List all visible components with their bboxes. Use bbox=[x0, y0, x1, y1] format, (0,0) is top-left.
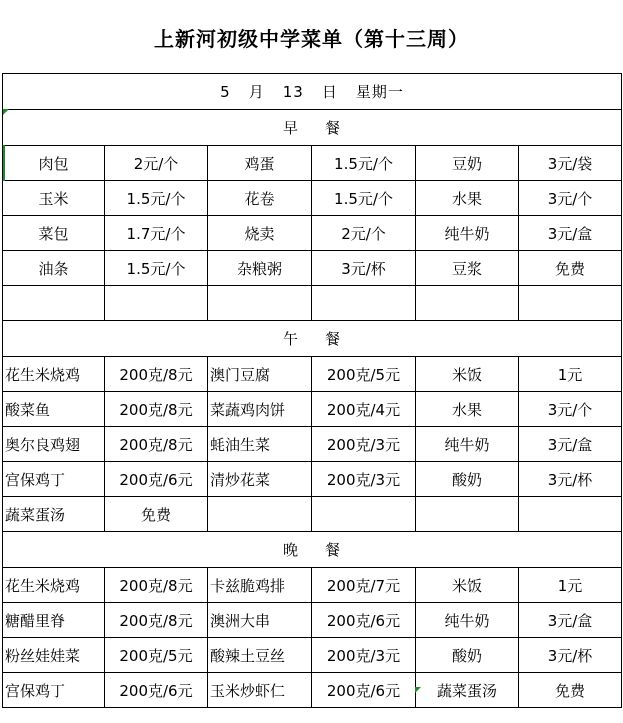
menu-cell: 200克/3元 bbox=[312, 427, 416, 462]
menu-cell: 粉丝娃娃菜 bbox=[3, 638, 105, 673]
menu-cell: 200克/8元 bbox=[105, 603, 208, 638]
table-row bbox=[3, 462, 622, 497]
dinner-section-title bbox=[3, 532, 622, 568]
lunch-section-title bbox=[3, 321, 622, 357]
menu-cell bbox=[416, 497, 519, 532]
menu-cell: 酸菜鱼 bbox=[3, 392, 105, 427]
date-day: 13 bbox=[282, 83, 304, 101]
table-row bbox=[3, 497, 622, 532]
menu-table bbox=[2, 73, 622, 708]
menu-cell: 奥尔良鸡翅 bbox=[3, 427, 105, 462]
breakfast-title-char: 早 bbox=[282, 119, 299, 137]
menu-cell bbox=[519, 497, 622, 532]
menu-cell: 宫保鸡丁 bbox=[3, 673, 105, 708]
menu-cell: 免费 bbox=[519, 251, 622, 286]
selected-cell-edge bbox=[3, 145, 5, 181]
menu-cell: 酸辣土豆丝 bbox=[208, 638, 312, 673]
menu-cell: 菜包 bbox=[3, 216, 105, 251]
menu-cell: 鸡蛋 bbox=[208, 146, 312, 181]
menu-cell: 200克/3元 bbox=[312, 638, 416, 673]
menu-cell: 清炒花菜 bbox=[208, 462, 312, 497]
dinner-header-row bbox=[3, 532, 622, 568]
menu-cell: 3元/个 bbox=[519, 181, 622, 216]
menu-cell: 卡兹脆鸡排 bbox=[208, 568, 312, 603]
menu-cell: 免费 bbox=[105, 497, 208, 532]
menu-cell: 澳洲大串 bbox=[208, 603, 312, 638]
menu-cell: 玉米炒虾仁 bbox=[208, 673, 312, 708]
menu-cell: 花卷 bbox=[208, 181, 312, 216]
menu-cell bbox=[519, 286, 622, 321]
lunch-header-row bbox=[3, 321, 622, 357]
menu-cell: 杂粮粥 bbox=[208, 251, 312, 286]
table-row bbox=[3, 603, 622, 638]
menu-cell: 1元 bbox=[519, 357, 622, 392]
table-row bbox=[3, 357, 622, 392]
menu-cell: 豆浆 bbox=[416, 251, 519, 286]
menu-cell bbox=[312, 497, 416, 532]
dinner-title-char: 晚 bbox=[282, 541, 299, 559]
table-row bbox=[3, 181, 622, 216]
menu-cell bbox=[105, 286, 208, 321]
menu-cell: 3元/盒 bbox=[519, 427, 622, 462]
menu-cell: 油条 bbox=[3, 251, 105, 286]
menu-cell: 酸奶 bbox=[416, 462, 519, 497]
breakfast-title-char: 餐 bbox=[325, 119, 342, 137]
menu-cell: 200克/8元 bbox=[105, 392, 208, 427]
menu-cell bbox=[416, 286, 519, 321]
menu-cell: 200克/3元 bbox=[312, 462, 416, 497]
table-row bbox=[3, 392, 622, 427]
menu-cell: 糖醋里脊 bbox=[3, 603, 105, 638]
menu-cell: 200克/8元 bbox=[105, 357, 208, 392]
menu-cell: 蔬菜蛋汤 bbox=[3, 497, 105, 532]
menu-cell: 免费 bbox=[519, 673, 622, 708]
menu-cell: 200克/6元 bbox=[105, 462, 208, 497]
page-title: 上新河初级中学菜单（第十三周） bbox=[154, 26, 469, 51]
menu-cell: 1.7元/个 bbox=[105, 216, 208, 251]
cell-marker bbox=[415, 687, 421, 693]
menu-cell: 3元/盒 bbox=[519, 216, 622, 251]
menu-cell: 3元/杯 bbox=[312, 251, 416, 286]
menu-cell: 200克/6元 bbox=[105, 673, 208, 708]
menu-cell: 3元/袋 bbox=[519, 146, 622, 181]
table-row bbox=[3, 216, 622, 251]
menu-cell: 3元/杯 bbox=[519, 638, 622, 673]
menu-cell bbox=[3, 286, 105, 321]
menu-cell: 米饭 bbox=[416, 357, 519, 392]
menu-cell: 菜蔬鸡肉饼 bbox=[208, 392, 312, 427]
menu-cell: 200克/8元 bbox=[105, 427, 208, 462]
menu-cell: 蔬菜蛋汤 bbox=[416, 673, 519, 708]
menu-cell: 200克/8元 bbox=[105, 568, 208, 603]
menu-cell: 肉包 bbox=[3, 146, 105, 181]
menu-cell: 200克/5元 bbox=[105, 638, 208, 673]
menu-cell: 豆奶 bbox=[416, 146, 519, 181]
table-row bbox=[3, 638, 622, 673]
cell-marker bbox=[3, 109, 9, 115]
menu-cell: 纯牛奶 bbox=[416, 603, 519, 638]
table-row bbox=[3, 568, 622, 603]
table-row bbox=[3, 251, 622, 286]
menu-cell: 花生米烧鸡 bbox=[3, 568, 105, 603]
menu-cell: 烧卖 bbox=[208, 216, 312, 251]
table-row bbox=[3, 286, 622, 321]
date-row bbox=[3, 74, 622, 110]
menu-cell: 200克/4元 bbox=[312, 392, 416, 427]
date-weekday: 星期一 bbox=[355, 83, 404, 101]
menu-cell bbox=[208, 286, 312, 321]
menu-cell bbox=[208, 497, 312, 532]
menu-cell: 200克/7元 bbox=[312, 568, 416, 603]
menu-cell: 米饭 bbox=[416, 568, 519, 603]
menu-cell: 1元 bbox=[519, 568, 622, 603]
menu-cell: 200克/6元 bbox=[312, 673, 416, 708]
menu-cell: 花生米烧鸡 bbox=[3, 357, 105, 392]
menu-cell: 3元/盒 bbox=[519, 603, 622, 638]
menu-cell: 蚝油生菜 bbox=[208, 427, 312, 462]
date-cell bbox=[3, 74, 622, 110]
lunch-title-char: 餐 bbox=[325, 330, 342, 348]
table-row bbox=[3, 146, 622, 181]
menu-cell: 3元/杯 bbox=[519, 462, 622, 497]
menu-cell: 2元/个 bbox=[105, 146, 208, 181]
date-month: 5 bbox=[220, 83, 231, 101]
menu-cell: 200克/6元 bbox=[312, 603, 416, 638]
date-day-unit: 日 bbox=[321, 83, 338, 101]
menu-cell: 3元/个 bbox=[519, 392, 622, 427]
menu-cell: 1.5元/个 bbox=[105, 251, 208, 286]
table-row bbox=[3, 673, 622, 708]
menu-cell: 1.5元/个 bbox=[312, 181, 416, 216]
date-month-unit: 月 bbox=[248, 83, 265, 101]
dinner-title-char: 餐 bbox=[325, 541, 342, 559]
lunch-title-char: 午 bbox=[282, 330, 299, 348]
breakfast-section-title bbox=[3, 110, 622, 146]
menu-cell: 水果 bbox=[416, 181, 519, 216]
menu-cell: 纯牛奶 bbox=[416, 427, 519, 462]
menu-cell: 澳门豆腐 bbox=[208, 357, 312, 392]
menu-cell: 酸奶 bbox=[416, 638, 519, 673]
menu-cell bbox=[312, 286, 416, 321]
breakfast-header-row bbox=[3, 110, 622, 146]
table-row bbox=[3, 427, 622, 462]
menu-cell: 宫保鸡丁 bbox=[3, 462, 105, 497]
menu-cell: 200克/5元 bbox=[312, 357, 416, 392]
menu-cell: 玉米 bbox=[3, 181, 105, 216]
menu-cell: 2元/个 bbox=[312, 216, 416, 251]
menu-cell: 1.5元/个 bbox=[312, 146, 416, 181]
menu-cell: 水果 bbox=[416, 392, 519, 427]
menu-cell: 1.5元/个 bbox=[105, 181, 208, 216]
menu-cell: 纯牛奶 bbox=[416, 216, 519, 251]
